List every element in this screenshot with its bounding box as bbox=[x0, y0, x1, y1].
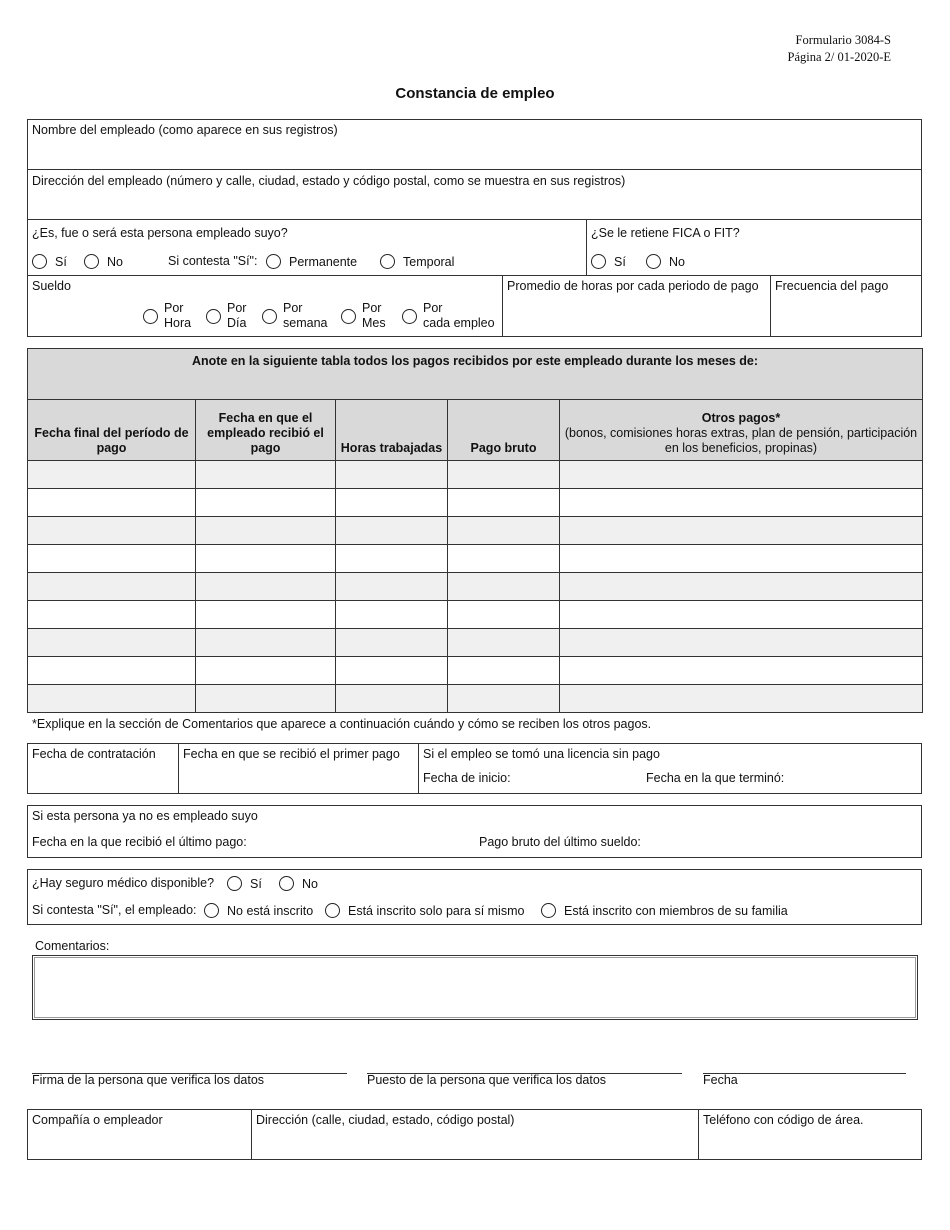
fica-yes-option[interactable]: Sí bbox=[591, 254, 626, 269]
table-cell[interactable] bbox=[448, 573, 560, 601]
employee-name-label: Nombre del empleado (como aparece en sus registros) bbox=[32, 123, 338, 137]
wage-label: Sueldo bbox=[32, 279, 71, 293]
table-cell[interactable] bbox=[448, 489, 560, 517]
table-cell[interactable] bbox=[560, 489, 923, 517]
table-cell[interactable] bbox=[336, 657, 448, 685]
table-cell[interactable] bbox=[336, 489, 448, 517]
table-cell[interactable] bbox=[448, 601, 560, 629]
table-cell[interactable] bbox=[28, 629, 196, 657]
radio-icon[interactable] bbox=[262, 309, 277, 324]
last-pay-date-label: Fecha en la que recibió el último pago: bbox=[32, 835, 247, 849]
table-cell[interactable] bbox=[560, 545, 923, 573]
employer-address-label: Dirección (calle, ciudad, estado, código postal) bbox=[256, 1113, 515, 1127]
table-cell[interactable] bbox=[28, 685, 196, 713]
table-cell[interactable] bbox=[448, 517, 560, 545]
leave-start-label: Fecha de inicio: bbox=[423, 771, 511, 785]
table-row bbox=[28, 629, 923, 657]
table-cell[interactable] bbox=[196, 545, 336, 573]
payments-banner: Anote en la siguiente tabla todos los pagos recibidos por este empleado durante los meses de: bbox=[28, 349, 923, 400]
col-received: Fecha en que el empleado recibió el pago bbox=[196, 400, 336, 461]
radio-icon[interactable] bbox=[266, 254, 281, 269]
form-number: Formulario 3084-S bbox=[795, 33, 891, 47]
comments-label: Comentarios: bbox=[35, 939, 110, 953]
temporary-option[interactable]: Temporal bbox=[380, 254, 454, 269]
wage-per-week-option[interactable]: Por semana bbox=[262, 301, 327, 331]
table-cell[interactable] bbox=[196, 517, 336, 545]
employer-address-field[interactable] bbox=[256, 1130, 693, 1157]
is-employee-no-option[interactable]: No bbox=[84, 254, 123, 269]
table-row bbox=[28, 545, 923, 573]
table-cell[interactable] bbox=[196, 685, 336, 713]
table-cell[interactable] bbox=[560, 685, 923, 713]
table-row bbox=[28, 685, 923, 713]
table-cell[interactable] bbox=[196, 629, 336, 657]
table-cell[interactable] bbox=[196, 601, 336, 629]
fica-question: ¿Se le retiene FICA o FIT? bbox=[591, 226, 740, 240]
radio-icon[interactable] bbox=[341, 309, 356, 324]
radio-icon[interactable] bbox=[646, 254, 661, 269]
page-info: Página 2/ 01-2020-E bbox=[787, 50, 891, 64]
leave-label: Si el empleo se tomó una licencia sin pago bbox=[423, 747, 660, 761]
signer-label: Firma de la persona que verifica los datos bbox=[32, 1073, 265, 1087]
col-hours: Horas trabajadas bbox=[336, 400, 448, 461]
first-pay-field[interactable] bbox=[183, 764, 413, 791]
table-cell[interactable] bbox=[28, 601, 196, 629]
table-cell[interactable] bbox=[336, 517, 448, 545]
permanent-option[interactable]: Permanente bbox=[266, 254, 357, 269]
table-cell[interactable] bbox=[560, 657, 923, 685]
col-gross: Pago bruto bbox=[448, 400, 560, 461]
table-cell[interactable] bbox=[28, 489, 196, 517]
company-field[interactable] bbox=[32, 1130, 246, 1157]
radio-icon[interactable] bbox=[204, 903, 219, 918]
table-footnote: *Explique en la sección de Comentarios que aparece a continuación cuándo y cómo se reciben los otros pagos. bbox=[32, 717, 652, 731]
radio-icon[interactable] bbox=[143, 309, 158, 324]
table-row bbox=[28, 489, 923, 517]
employee-address-field[interactable] bbox=[32, 191, 912, 217]
table-row bbox=[28, 461, 923, 489]
is-employee-question: ¿Es, fue o será esta persona empleado suyo? bbox=[32, 226, 288, 240]
form-header-info bbox=[788, 32, 891, 66]
table-cell[interactable] bbox=[28, 657, 196, 685]
table-cell[interactable] bbox=[196, 657, 336, 685]
radio-icon[interactable] bbox=[541, 903, 556, 918]
radio-icon[interactable] bbox=[591, 254, 606, 269]
hire-date-label: Fecha de contratación bbox=[32, 747, 156, 761]
radio-icon[interactable] bbox=[279, 876, 294, 891]
last-gross-label: Pago bruto del último sueldo: bbox=[479, 835, 641, 849]
if-yes-label: Si contesta "Sí": bbox=[168, 254, 258, 268]
col-other: Otros pagos* (bonos, comisiones horas extras, plan de pensión, participación en los beneficios, propinas) bbox=[560, 400, 923, 461]
wage-per-hour-option[interactable]: Por Hora bbox=[143, 301, 191, 331]
table-cell[interactable] bbox=[560, 629, 923, 657]
table-row bbox=[28, 573, 923, 601]
former-employee-label: Si esta persona ya no es empleado suyo bbox=[32, 809, 258, 823]
table-cell[interactable] bbox=[28, 461, 196, 489]
table-cell[interactable] bbox=[28, 573, 196, 601]
pay-frequency-label: Frecuencia del pago bbox=[775, 279, 889, 293]
self-only-option[interactable]: Está inscrito solo para sí mismo bbox=[325, 903, 524, 918]
phone-field[interactable] bbox=[703, 1130, 917, 1157]
radio-icon[interactable] bbox=[32, 254, 47, 269]
employee-address-label: Dirección del empleado (número y calle, ciudad, estado y código postal, como se muestra en sus registros) bbox=[32, 174, 626, 188]
payments-table bbox=[27, 348, 923, 713]
table-cell[interactable] bbox=[448, 629, 560, 657]
radio-icon[interactable] bbox=[402, 309, 417, 324]
table-cell[interactable] bbox=[560, 461, 923, 489]
insurance-if-yes-label: Si contesta "Sí", el empleado: bbox=[32, 903, 197, 917]
table-cell[interactable] bbox=[336, 685, 448, 713]
leave-end-label: Fecha en la que terminó: bbox=[646, 771, 785, 785]
table-cell[interactable] bbox=[448, 685, 560, 713]
table-row bbox=[28, 601, 923, 629]
family-option[interactable]: Está inscrito con miembros de su familia bbox=[541, 903, 788, 918]
table-cell[interactable] bbox=[448, 657, 560, 685]
insurance-question: ¿Hay seguro médico disponible? bbox=[32, 876, 215, 890]
is-employee-yes-option[interactable]: Sí bbox=[32, 254, 67, 269]
insurance-yes-option[interactable]: Sí bbox=[227, 876, 262, 891]
pay-frequency-field[interactable] bbox=[775, 296, 917, 334]
fica-no-option[interactable]: No bbox=[646, 254, 685, 269]
table-row bbox=[28, 657, 923, 685]
table-cell[interactable] bbox=[196, 489, 336, 517]
radio-icon[interactable] bbox=[227, 876, 242, 891]
phone-label: Teléfono con código de área. bbox=[703, 1113, 864, 1127]
date-field[interactable] bbox=[703, 1050, 906, 1072]
table-cell[interactable] bbox=[560, 517, 923, 545]
employee-name-field[interactable] bbox=[32, 140, 912, 166]
radio-icon[interactable] bbox=[84, 254, 99, 269]
table-cell[interactable] bbox=[336, 573, 448, 601]
table-cell[interactable] bbox=[196, 573, 336, 601]
table-cell[interactable] bbox=[560, 601, 923, 629]
page-title: Constancia de empleo bbox=[395, 85, 555, 102]
table-cell[interactable] bbox=[336, 545, 448, 573]
wage-per-day-option[interactable]: Por Día bbox=[206, 301, 246, 331]
comments-field[interactable] bbox=[32, 955, 918, 1020]
signer-field[interactable] bbox=[32, 1050, 347, 1072]
first-pay-label: Fecha en que se recibió el primer pago bbox=[183, 747, 400, 761]
not-enrolled-option[interactable]: No está inscrito bbox=[204, 903, 313, 918]
radio-icon[interactable] bbox=[380, 254, 395, 269]
company-label: Compañía o empleador bbox=[32, 1113, 163, 1127]
table-cell[interactable] bbox=[560, 573, 923, 601]
radio-icon[interactable] bbox=[206, 309, 221, 324]
table-cell[interactable] bbox=[448, 461, 560, 489]
table-cell[interactable] bbox=[336, 461, 448, 489]
radio-icon[interactable] bbox=[325, 903, 340, 918]
avg-hours-label: Promedio de horas por cada periodo de pago bbox=[507, 279, 759, 293]
wage-per-job-option[interactable]: Por cada empleo bbox=[402, 301, 495, 331]
table-cell[interactable] bbox=[336, 629, 448, 657]
title-label: Puesto de la persona que verifica los datos bbox=[367, 1073, 607, 1087]
insurance-no-option[interactable]: No bbox=[279, 876, 318, 891]
table-cell[interactable] bbox=[28, 545, 196, 573]
avg-hours-field[interactable] bbox=[507, 296, 765, 334]
table-cell[interactable] bbox=[336, 601, 448, 629]
hire-date-field[interactable] bbox=[32, 764, 172, 791]
date-label: Fecha bbox=[703, 1073, 738, 1087]
table-cell[interactable] bbox=[448, 545, 560, 573]
col-period-end: Fecha final del período de pago bbox=[28, 400, 196, 461]
wage-per-month-option[interactable]: Por Mes bbox=[341, 301, 386, 331]
table-cell[interactable] bbox=[196, 461, 336, 489]
table-cell[interactable] bbox=[28, 517, 196, 545]
title-field[interactable] bbox=[367, 1050, 682, 1072]
table-row bbox=[28, 517, 923, 545]
